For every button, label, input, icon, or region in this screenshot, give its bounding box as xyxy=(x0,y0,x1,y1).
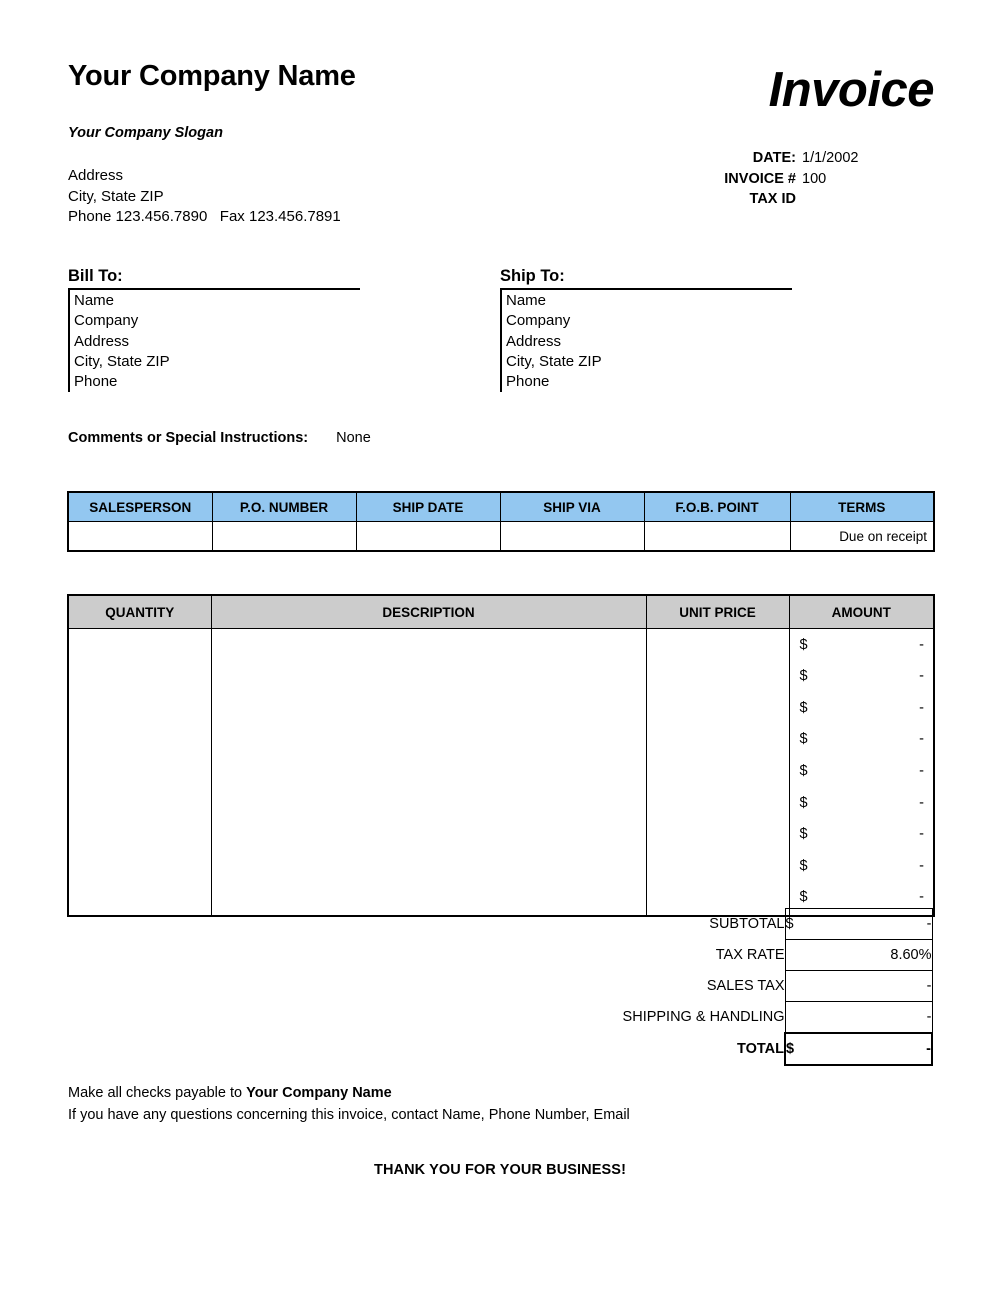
amount-currency: $ xyxy=(799,699,808,716)
items-header-unit-price: UNIT PRICE xyxy=(646,595,789,629)
line-items-table xyxy=(67,594,935,917)
description-column[interactable] xyxy=(211,629,646,917)
amount-currency: $ xyxy=(799,668,808,685)
invoice-number-row xyxy=(654,169,934,190)
terms-cell[interactable]: Due on receipt xyxy=(790,522,934,552)
salesperson-cell[interactable] xyxy=(68,522,212,552)
amount-row xyxy=(790,629,934,661)
bill-to-line: City, State ZIP xyxy=(74,352,170,370)
company-phone-fax: Phone 123.456.7890 Fax 123.456.7891 xyxy=(68,208,341,225)
invoice-number-label: INVOICE # xyxy=(724,170,796,187)
totals-row-sales-tax xyxy=(560,971,932,1002)
shipping-handling-label: SHIPPING & HANDLING xyxy=(622,1009,785,1026)
shipping-header-cell: P.O. NUMBER xyxy=(212,492,356,522)
quantity-column[interactable] xyxy=(68,629,211,917)
subtotal-currency: $ xyxy=(785,916,794,932)
invoice-date-value: 1/1/2002 xyxy=(802,150,859,166)
amount-value: - xyxy=(919,699,924,716)
fob-point-cell[interactable] xyxy=(644,522,790,552)
tax-rate-value: 8.60% xyxy=(890,947,932,963)
ship-to-line: City, State ZIP xyxy=(506,352,602,370)
bill-to-body xyxy=(68,290,360,392)
total-value-cell xyxy=(785,1033,932,1065)
shipping-handling-value-cell[interactable] xyxy=(785,1002,932,1034)
invoice-number-value: 100 xyxy=(802,170,827,187)
amount-value: - xyxy=(919,731,924,748)
bill-to-line: Address xyxy=(74,332,130,350)
shipping-header-cell: SHIP VIA xyxy=(500,492,644,522)
comments-label: Comments or Special Instructions: xyxy=(68,430,309,446)
shipping-handling-value: - xyxy=(926,1009,932,1025)
ship-to-line: Company xyxy=(506,312,571,330)
amount-value: - xyxy=(919,857,924,874)
subtotal-value: - xyxy=(926,916,932,932)
questions-line: If you have any questions concerning this invoice, contact Name, Phone Number, Email xyxy=(68,1106,630,1123)
invoice-date-row xyxy=(654,148,934,169)
amount-row xyxy=(790,661,934,693)
total-label: TOTAL xyxy=(737,1041,784,1057)
ship-to-body xyxy=(500,290,792,392)
payable-line xyxy=(68,1083,630,1105)
company-address-line: Address xyxy=(68,167,124,184)
tax-rate-value-cell[interactable] xyxy=(785,940,932,971)
company-city-state-zip: City, State ZIP xyxy=(68,187,164,205)
unit-price-column[interactable] xyxy=(646,629,789,917)
shipping-header-row xyxy=(68,492,934,522)
amount-value: - xyxy=(919,762,924,779)
amount-row xyxy=(790,724,934,756)
total-value: - xyxy=(926,1041,931,1057)
tax-rate-label: TAX RATE xyxy=(715,947,785,963)
company-address-block xyxy=(68,166,341,228)
bill-to-title: Bill To: xyxy=(68,266,360,290)
amount-row xyxy=(790,850,934,882)
invoice-meta xyxy=(654,148,934,210)
subtotal-label: SUBTOTAL xyxy=(709,916,785,932)
ship-to-line: Name xyxy=(506,292,547,309)
amount-row xyxy=(790,818,934,850)
totals-row-total xyxy=(560,1033,932,1065)
payable-prefix: Make all checks payable to xyxy=(68,1085,247,1101)
totals-row-shipping xyxy=(560,1002,932,1034)
shipping-data-row xyxy=(68,522,934,552)
bill-to-line: Phone xyxy=(74,373,118,391)
amount-row xyxy=(790,692,934,724)
invoice-footer xyxy=(68,1083,630,1126)
tax-id-row xyxy=(654,189,934,210)
ship-date-cell[interactable] xyxy=(356,522,500,552)
ship-to-line: Phone xyxy=(506,373,550,391)
amount-currency: $ xyxy=(799,636,808,653)
po-number-cell[interactable] xyxy=(212,522,356,552)
subtotal-value-cell xyxy=(785,909,932,940)
page-title: Invoice xyxy=(768,63,934,117)
thank-you-message: THANK YOU FOR YOUR BUSINESS! xyxy=(373,1162,626,1178)
items-body-row xyxy=(68,629,934,917)
company-slogan: Your Company Slogan xyxy=(68,125,223,141)
sales-tax-label: SALES TAX xyxy=(706,978,785,994)
total-currency: $ xyxy=(786,1041,795,1057)
amount-row xyxy=(790,787,934,819)
bill-to-line: Company xyxy=(74,312,139,330)
shipping-header-cell: SALESPERSON xyxy=(68,492,212,522)
ship-to-line: Address xyxy=(506,332,562,350)
shipping-header-cell: F.O.B. POINT xyxy=(644,492,790,522)
shipping-header-cell: SHIP DATE xyxy=(356,492,500,522)
amount-value: - xyxy=(919,636,924,653)
invoice-header xyxy=(68,62,934,232)
amount-currency: $ xyxy=(799,889,808,906)
totals-table xyxy=(560,908,933,1066)
comments-value: None xyxy=(336,430,371,446)
items-header-row xyxy=(68,595,934,629)
amount-currency: $ xyxy=(799,731,808,748)
amount-currency: $ xyxy=(799,762,808,779)
amount-value: - xyxy=(919,826,924,843)
sales-tax-value-cell xyxy=(785,971,932,1002)
items-header-quantity: QUANTITY xyxy=(68,595,211,629)
amount-currency: $ xyxy=(799,826,808,843)
items-header-description: DESCRIPTION xyxy=(211,595,646,629)
bill-to-line: Name xyxy=(74,292,115,309)
ship-via-cell[interactable] xyxy=(500,522,644,552)
ship-to-title: Ship To: xyxy=(500,266,792,290)
tax-id-label: TAX ID xyxy=(749,191,796,207)
ship-to-block xyxy=(500,266,792,392)
comments-row xyxy=(68,430,371,446)
bill-to-block xyxy=(68,266,360,392)
amount-value: - xyxy=(919,668,924,685)
invoice-date-label: DATE: xyxy=(752,150,796,166)
company-name: Your Company Name xyxy=(68,60,356,92)
amount-value: - xyxy=(919,794,924,811)
totals-row-tax-rate xyxy=(560,940,932,971)
items-header-amount: AMOUNT xyxy=(789,595,934,629)
amount-value: - xyxy=(919,889,924,906)
payable-company: Your Company Name xyxy=(246,1085,392,1101)
shipping-details-table xyxy=(67,491,935,552)
amount-column xyxy=(789,629,934,917)
shipping-header-cell: TERMS xyxy=(790,492,934,522)
amount-currency: $ xyxy=(799,857,808,874)
totals-row-subtotal xyxy=(560,909,932,940)
amount-row xyxy=(790,755,934,787)
sales-tax-value: - xyxy=(926,978,932,994)
amount-currency: $ xyxy=(799,794,808,811)
